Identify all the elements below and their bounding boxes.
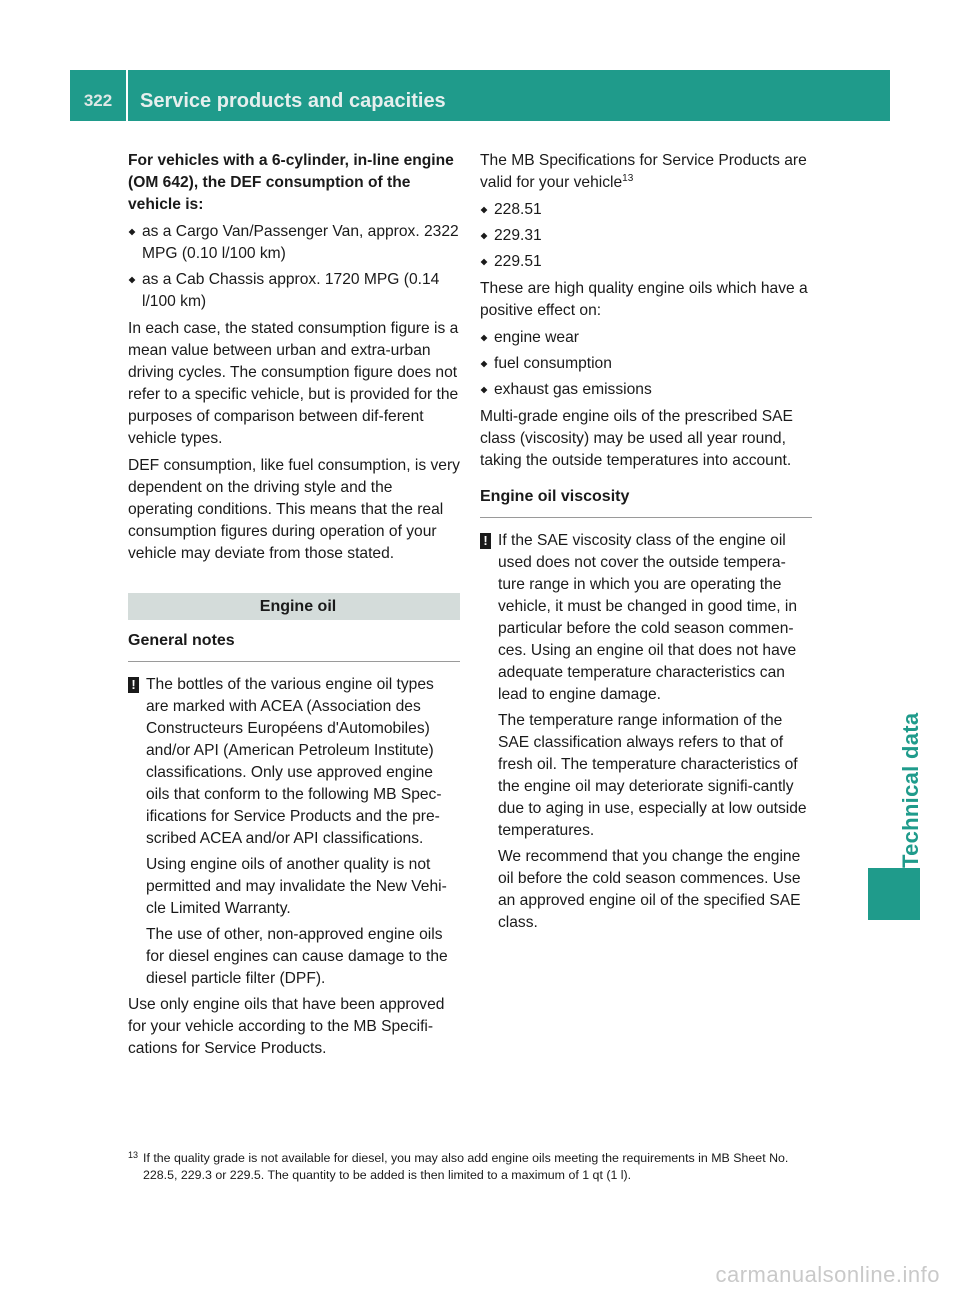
list-item: exhaust gas emissions: [480, 379, 812, 401]
spec-list: [480, 199, 812, 273]
warning-block: [128, 674, 460, 990]
warning-icon: !: [480, 533, 491, 549]
footnote: [128, 1150, 818, 1184]
list-item: 229.51: [480, 251, 812, 273]
section-heading-engine-oil: Engine oil: [128, 593, 460, 620]
warning-icon: !: [128, 677, 139, 693]
list-item: 228.51: [480, 199, 812, 221]
paragraph: Multi-grade engine oils of the prescribed SAE class (viscosity) may be used all year round, taking the outside temperatures into account.: [480, 408, 793, 469]
warning-text: The bottles of the various engine oil types are marked with ACEA (Association des Constructeurs Européens d'Automobiles) and/or API (American Petroleum Institute) classifications. Only use approved engine oils that conform to the following MB Spec-ifications for Service Products and the pre-scribed ACEA and/or API classifications.: [146, 676, 442, 847]
warning-text: We recommend that you change the engine oil before the cold season commences. Use an approved engine oil of the specified SAE class.: [498, 848, 801, 931]
paragraph: Use only engine oils that have been approved for your vehicle according to the MB Specifi-cations for Service Products.: [128, 996, 445, 1057]
paragraph: These are high quality engine oils which have a positive effect on:: [480, 280, 808, 319]
list-item: as a Cab Chassis approx. 1720 MPG (0.14 l/100 km): [128, 269, 460, 313]
warning-text: Using engine oils of another quality is not permitted and may invalidate the New Vehi-cle Limited Warranty.: [146, 856, 447, 917]
def-consumption-list: [128, 221, 460, 313]
page-number: 322: [83, 91, 113, 110]
subheading-engine-oil-viscosity: Engine oil viscosity: [480, 486, 812, 518]
list-item: as a Cargo Van/Passenger Van, approx. 2322 MPG (0.10 l/100 km): [128, 221, 460, 265]
side-tab-label: Technical data: [898, 712, 923, 868]
specs-intro: The MB Specifications for Service Products are valid for your vehicle$^{13}$: [480, 152, 807, 191]
right-column: [480, 150, 812, 938]
subheading-general-notes: General notes: [128, 630, 460, 662]
list-item: 229.31: [480, 225, 812, 247]
warning-block: [480, 530, 812, 934]
footnote-ref: 13: [622, 172, 634, 184]
footnote-text: If the quality grade is not available for diesel, you may also add engine oils meeting the requirements in MB Sheet No. 228.5, 229.3 or 229.5. The quantity to be added is then limited to a maximum of 1 qt (1 l).: [143, 1151, 789, 1182]
header-divider: [126, 70, 128, 121]
paragraph: DEF consumption, like fuel consumption, is very dependent on the driving style and the operating conditions. This means that the real consumption figures during operation of your vehicle may deviate from those stated.: [128, 457, 460, 562]
warning-text: The temperature range information of the SAE classification always refers to that of fresh oil. The temperature characteristics of the engine oil may deteriorate signifi-cantly due to aging in use, especially at low outside temperatures.: [498, 712, 807, 839]
list-item: engine wear: [480, 327, 812, 349]
left-column: [128, 150, 460, 1065]
side-tab-marker: [868, 868, 920, 920]
def-intro: For vehicles with a 6-cylinder, in-line engine (OM 642), the DEF consumption of the vehicle is:: [128, 152, 454, 213]
list-item: fuel consumption: [480, 353, 812, 375]
section-title: Service products and capacities: [140, 90, 446, 112]
warning-text: The use of other, non-approved engine oils for diesel engines can cause damage to the diesel particle filter (DPF).: [146, 926, 448, 987]
paragraph: In each case, the stated consumption figure is a mean value between urban and extra-urban driving cycles. The consumption figure does not refer to a specific vehicle, but is provided for the purposes of comparison between dif-ferent vehicle types.: [128, 320, 459, 447]
footnote-marker: 13: [128, 1150, 139, 1160]
watermark: carmanualsonline.info: [715, 1262, 940, 1287]
effects-list: [480, 327, 812, 401]
warning-text: If the SAE viscosity class of the engine oil used does not cover the outside tempera-ture range in which you are operating the vehicle, it must be changed in good time, in particular before the cold season commen-ces. Using an engine oil that does not have adequate temperature characteristics can lead to engine damage.: [498, 532, 798, 703]
